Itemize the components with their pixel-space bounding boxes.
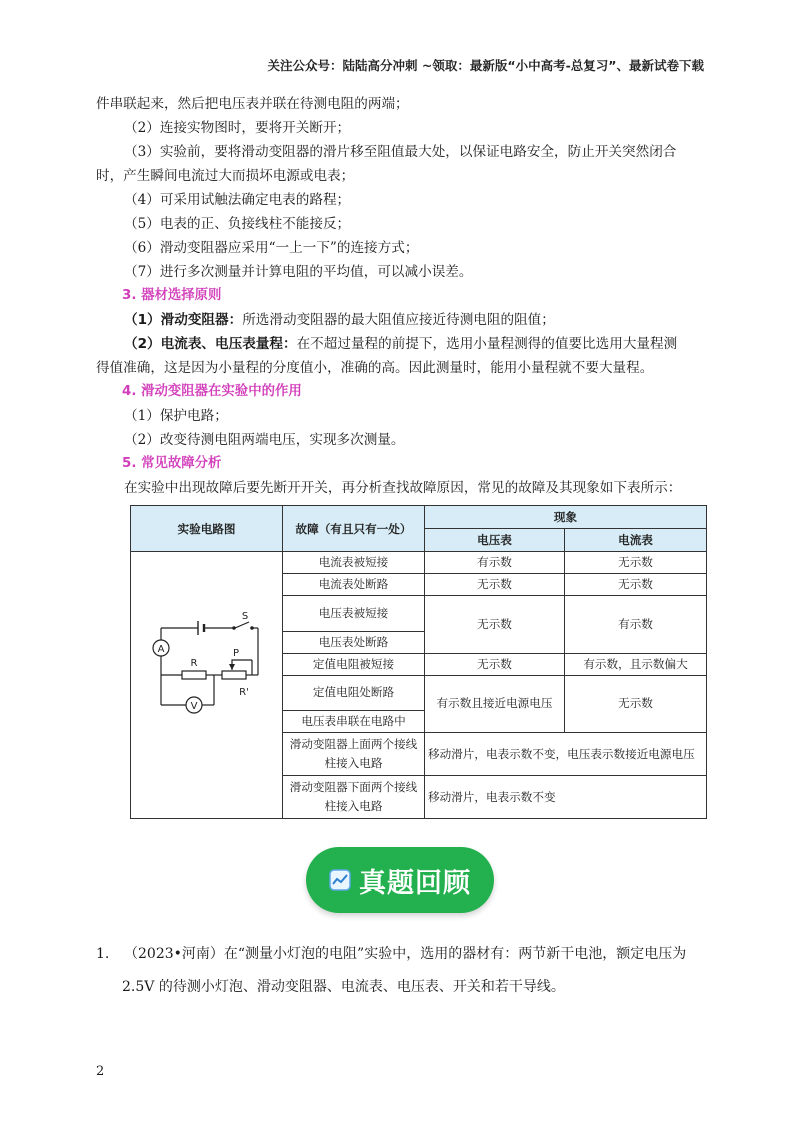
rheostat-r-prime bbox=[222, 671, 246, 679]
r8-fault: 滑动变阻器上面两个接线柱接入电路 bbox=[283, 733, 425, 776]
r5-fault: 定值电阻被短接 bbox=[283, 653, 425, 675]
circuit-diagram bbox=[132, 552, 282, 812]
th-circuit: 实验电路图 bbox=[131, 506, 283, 552]
note-5: （5）电表的正、负接线柱不能接反； bbox=[124, 216, 351, 232]
sec4-item1: （1）保护电路； bbox=[124, 408, 228, 424]
switch-label: S bbox=[241, 611, 248, 622]
r2-volt: 无示数 bbox=[425, 574, 565, 596]
switch-contact-right bbox=[250, 626, 254, 630]
r5-amp: 有示数，且示数偏大 bbox=[565, 653, 707, 675]
slider-p bbox=[232, 660, 252, 670]
question-text-1: （2023•河南）在“测量小灯泡的电阻”实验中，选用的器材有：两节新干电池，额定电压为 bbox=[124, 946, 687, 962]
r2-fault: 电流表处断路 bbox=[283, 574, 425, 596]
intro-line: 件串联起来，然后把电压表并联在待测电阻的两端； bbox=[96, 96, 409, 112]
r1-volt: 有示数 bbox=[425, 552, 565, 574]
r67-volt: 有示数且接近电源电压 bbox=[425, 675, 565, 733]
switch-contact-left bbox=[232, 626, 236, 630]
content-body bbox=[96, 92, 708, 500]
r4-fault: 电压表处断路 bbox=[283, 631, 425, 653]
r34-volt: 无示数 bbox=[425, 596, 565, 654]
slider-label: P bbox=[232, 648, 239, 659]
r1-amp: 无示数 bbox=[565, 552, 707, 574]
r7-fault: 电压表串联在电路中 bbox=[283, 711, 425, 733]
sec3-item1-text: 所选滑动变阻器的最大阻值应接近待测电阻的阻值； bbox=[242, 312, 555, 328]
sec3-item2 bbox=[96, 332, 708, 356]
r34-amp: 有示数 bbox=[565, 596, 707, 654]
resistor-label: R bbox=[190, 658, 197, 669]
section-5-title: 5. 常见故障分析 bbox=[122, 456, 222, 471]
r9-phenomenon: 移动滑片，电表示数不变 bbox=[425, 776, 707, 819]
ammeter-label: A bbox=[157, 644, 164, 655]
note-4: （4）可采用试触法确定电表的路程； bbox=[124, 192, 351, 208]
sec5-intro: 在实验中出现故障后要先断开开关，再分析查找故障原因，常见的故障及其现象如下表所示： bbox=[124, 480, 682, 496]
note-7: （7）进行多次测量并计算电阻的平均值，可以减小误差。 bbox=[124, 264, 473, 280]
sec3-item1-lead: （1）滑动变阻器： bbox=[124, 312, 243, 328]
r67-amp: 无示数 bbox=[565, 675, 707, 733]
th-voltmeter: 电压表 bbox=[425, 529, 565, 552]
question-line-2: 2.5V 的待测小灯泡、滑动变阻器、电流表、电压表、开关和若干导线。 bbox=[122, 979, 565, 995]
note-3-cont: 时，产生瞬间电流过大而损坏电源或电表； bbox=[96, 168, 355, 184]
circuit-diagram-cell bbox=[131, 552, 283, 819]
r5-volt: 无示数 bbox=[425, 653, 565, 675]
r3-fault: 电压表被短接 bbox=[283, 596, 425, 632]
review-badge bbox=[306, 847, 494, 913]
th-phenomenon: 现象 bbox=[425, 506, 707, 529]
slider-arrow-icon bbox=[229, 664, 235, 670]
section-4-title: 4. 滑动变阻器在实验中的作用 bbox=[122, 384, 302, 399]
note-2: （2）连接实物图时，要将开关断开； bbox=[124, 120, 351, 136]
th-ammeter: 电流表 bbox=[565, 529, 707, 552]
resistor-r bbox=[182, 671, 206, 679]
question-1 bbox=[96, 938, 714, 1004]
voltmeter-label: V bbox=[190, 701, 197, 712]
r9-fault: 滑动变阻器下面两个接线柱接入电路 bbox=[283, 776, 425, 819]
note-6: （6）滑动变阻器应采用“一上一下”的连接方式； bbox=[124, 240, 419, 256]
note-3: （3）实验前，要将滑动变阻器的滑片移至阻值最大处，以保证电路安全，防止开关突然闭合 bbox=[124, 144, 677, 160]
page-header: 关注公众号：陆陆高分冲刺 ~领取：最新版“小中高考-总复习”、最新试卷下载 bbox=[267, 58, 704, 73]
sec3-item1 bbox=[96, 308, 708, 332]
r8-phenomenon: 移动滑片，电表示数不变，电压表示数接近电源电压 bbox=[425, 733, 707, 776]
r1-fault: 电流表被短接 bbox=[283, 552, 425, 574]
sec3-item2-cont: 得值准确，这是因为小量程的分度值小，准确的高。因此测量时，能用小量程就不要大量程。 bbox=[96, 360, 654, 376]
section-3-title: 3. 器材选择原则 bbox=[122, 288, 222, 303]
question-number: 1. bbox=[96, 946, 110, 962]
question-line-1 bbox=[96, 938, 714, 971]
th-fault: 故障（有且只有一处） bbox=[283, 506, 425, 552]
chart-icon bbox=[329, 869, 351, 891]
badge-label: 真题回顾 bbox=[359, 867, 471, 899]
rheostat-label: R' bbox=[238, 687, 249, 698]
sec4-item2: （2）改变待测电阻两端电压，实现多次测量。 bbox=[124, 432, 405, 448]
sec3-item2-text: 在不超过量程的前提下，选用小量程测得的值要比选用大量程测 bbox=[296, 336, 678, 352]
sec3-item2-lead: （2）电流表、电压表量程： bbox=[124, 336, 297, 352]
r6-fault: 定值电阻处断路 bbox=[283, 675, 425, 711]
page-number: 2 bbox=[96, 1064, 105, 1079]
switch-blade bbox=[235, 622, 249, 628]
r2-amp: 无示数 bbox=[565, 574, 707, 596]
fault-table bbox=[130, 505, 707, 819]
badge-inner bbox=[329, 861, 471, 900]
